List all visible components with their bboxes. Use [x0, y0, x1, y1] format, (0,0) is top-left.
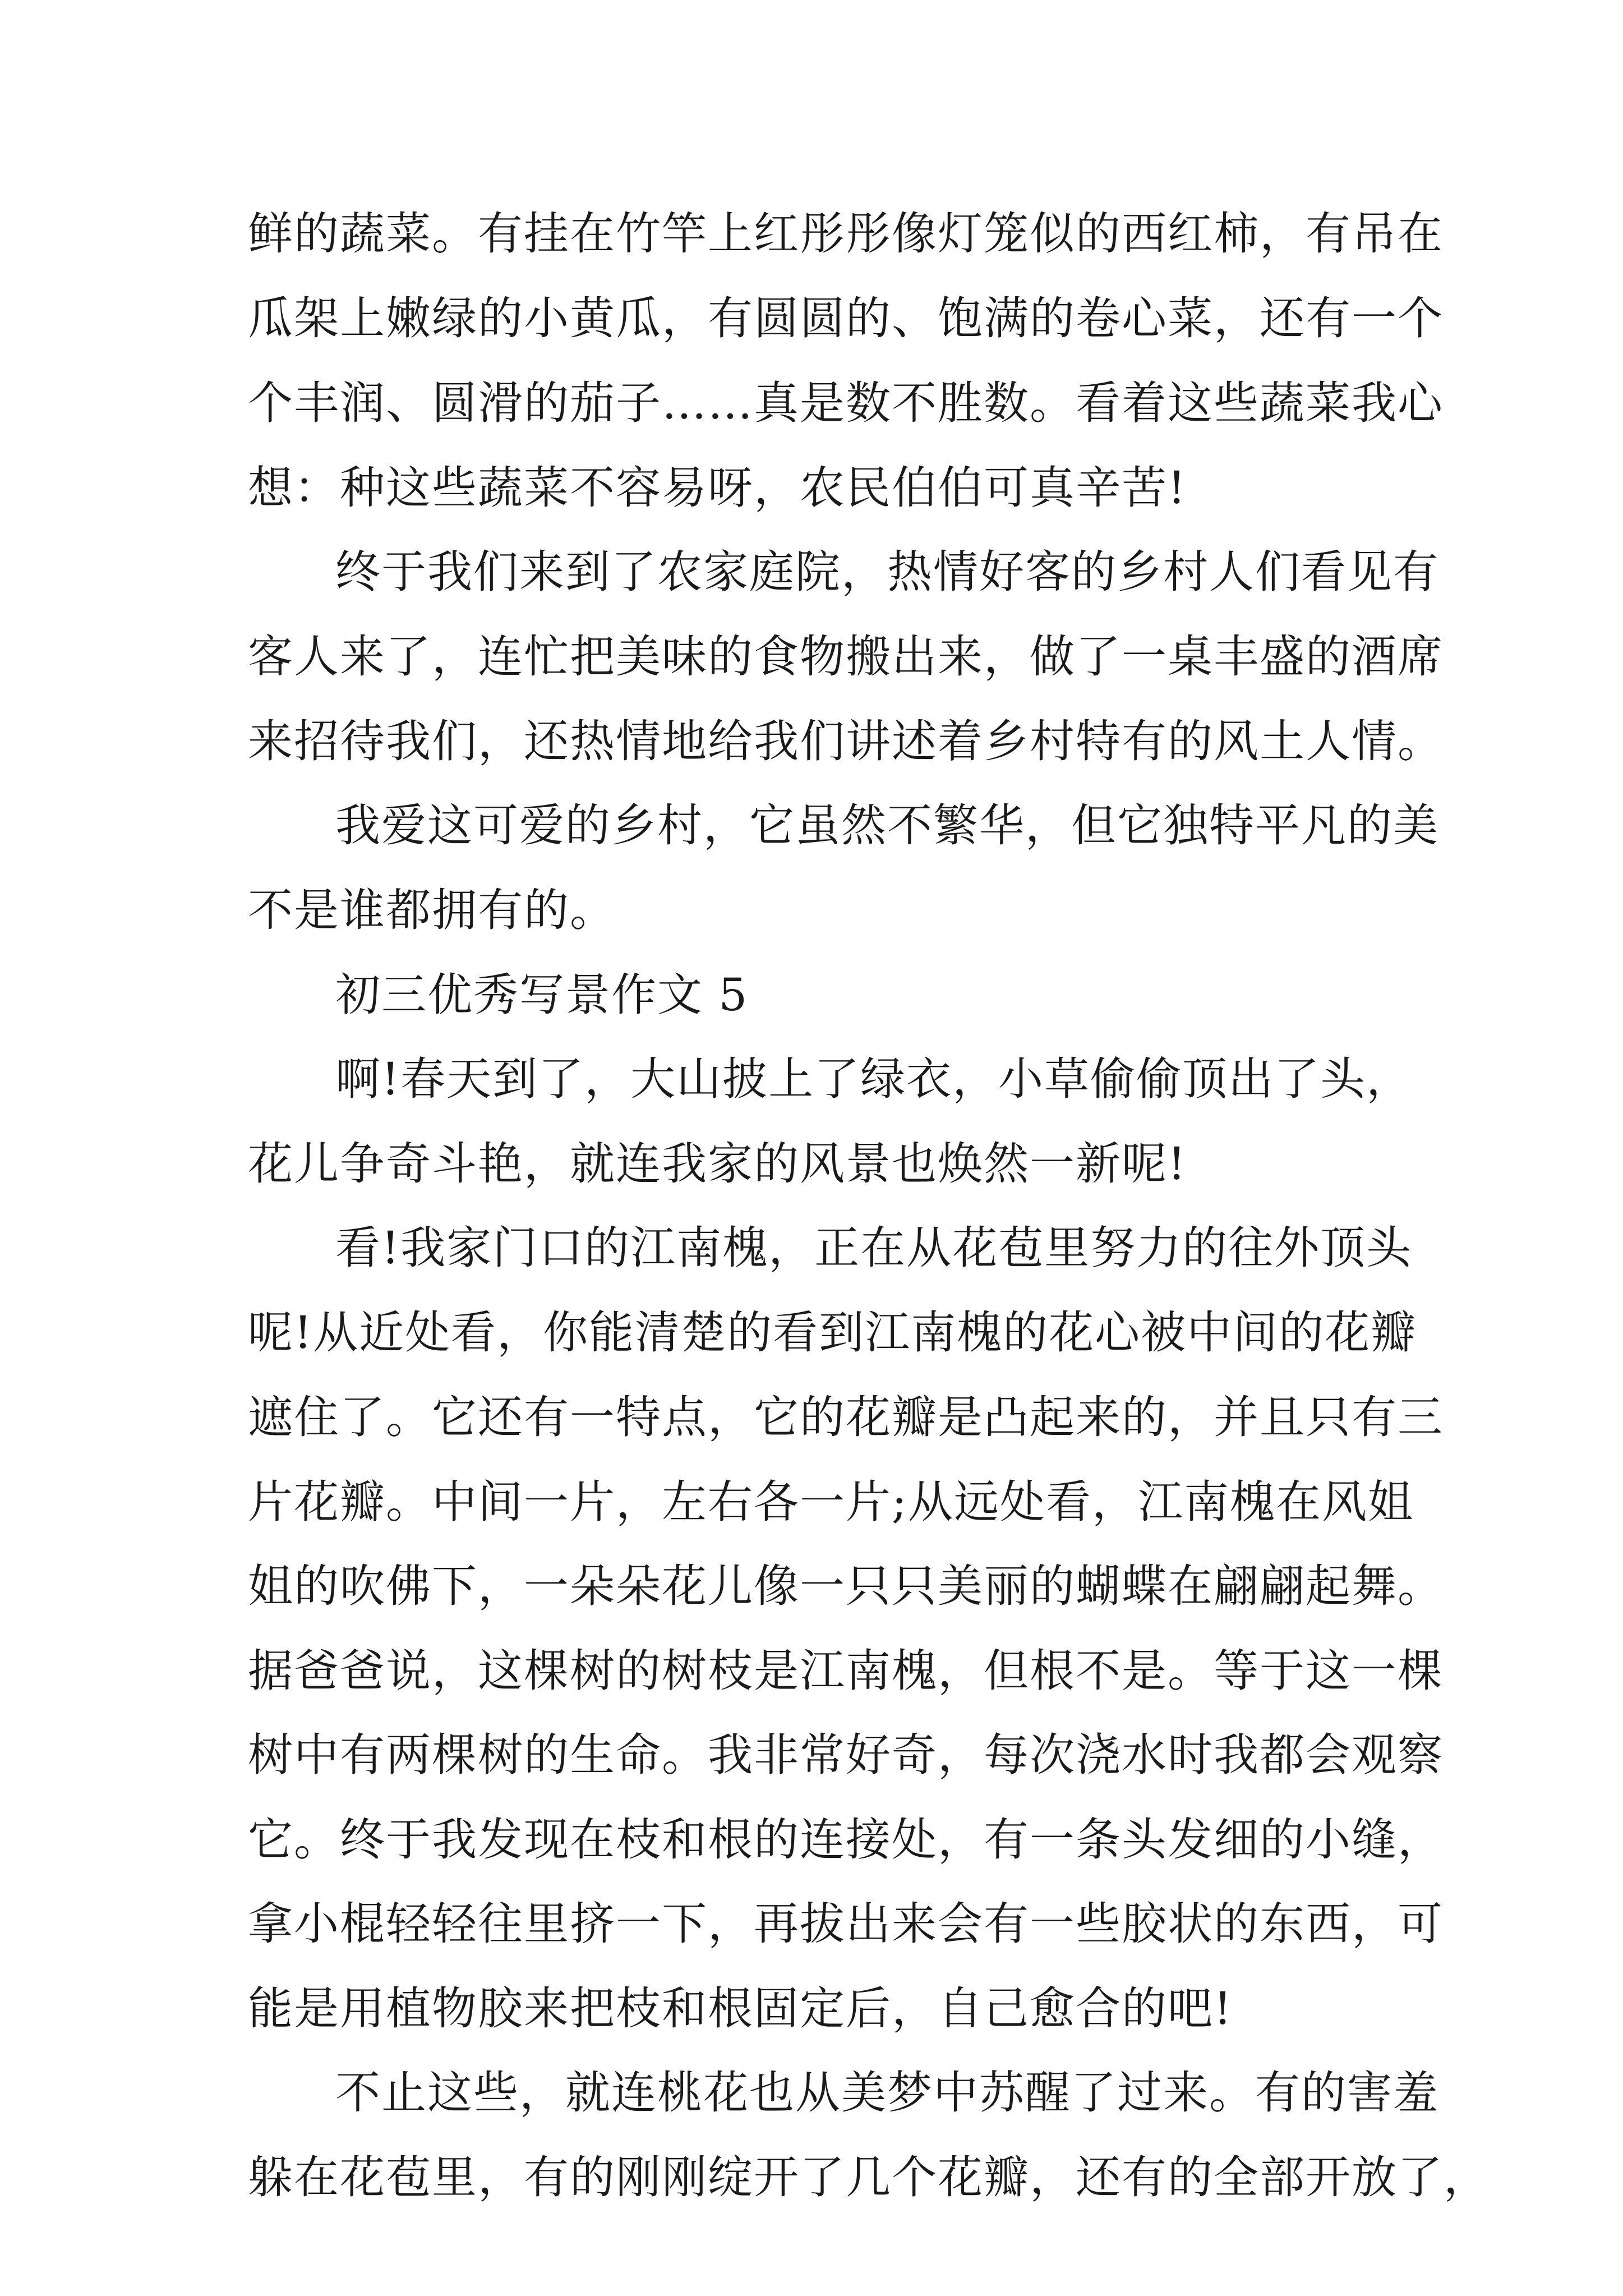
paragraph-first-line: 啊!春天到了，大山披上了绿衣，小草偷偷顶出了头，	[335, 1053, 1413, 1105]
text-line: 不是谁都拥有的。	[248, 884, 616, 936]
text-line: 躲在花苞里，有的刚刚绽开了几个花瓣，还有的全部开放了，	[248, 2151, 1490, 2203]
text-line: 来招待我们，还热情地给我们讲述着乡村特有的风土人情。	[248, 715, 1444, 767]
text-line: 能是用植物胶来把枝和根固定后，自己愈合的吧!	[248, 1982, 1233, 2035]
paragraph-first-line: 终于我们来到了农家庭院，热情好客的乡村人们看见有	[335, 546, 1439, 598]
text-line: 片花瓣。中间一片，左右各一片;从远处看，江南槐在风姐	[248, 1476, 1414, 1528]
text-line: 客人来了，连忙把美味的食物搬出来，做了一桌丰盛的酒席	[248, 631, 1444, 683]
text-line: 树中有两棵树的生命。我非常好奇，每次浇水时我都会观察	[248, 1729, 1444, 1781]
text-line: 呢!从近处看，你能清楚的看到江南槐的花心被中间的花瓣	[248, 1306, 1417, 1359]
text-line: 拿小棍轻轻往里挤一下，再拔出来会有一些胶状的东西，可	[248, 1898, 1444, 1950]
text-line: 遮住了。它还有一特点，它的花瓣是凸起来的，并且只有三	[248, 1391, 1444, 1443]
paragraph-first-line: 不止这些，就连桃花也从美梦中苏醒了过来。有的害羞	[335, 2067, 1439, 2119]
text-line: 姐的吹佛下，一朵朵花儿像一只只美丽的蝴蝶在翩翩起舞。	[248, 1560, 1444, 1612]
section-heading: 初三优秀写景作文 5	[335, 969, 749, 1021]
text-line: 鲜的蔬菜。有挂在竹竿上红彤彤像灯笼似的西红柿，有吊在	[248, 208, 1444, 260]
text-line: 瓜架上嫩绿的小黄瓜，有圆圆的、饱满的卷心菜，还有一个	[248, 292, 1444, 344]
text-line: 花儿争奇斗艳，就连我家的风景也焕然一新呢!	[248, 1138, 1187, 1190]
text-line: 据爸爸说，这棵树的树枝是江南槐，但根不是。等于这一棵	[248, 1645, 1444, 1697]
text-line: 个丰润、圆滑的茄子……真是数不胜数。看着这些蔬菜我心	[248, 377, 1444, 429]
paragraph-first-line: 看!我家门口的江南槐，正在从花苞里努力的往外顶头	[335, 1222, 1413, 1274]
text-line: 想：种这些蔬菜不容易呀，农民伯伯可真辛苦!	[248, 462, 1187, 514]
text-line: 它。终于我发现在枝和根的连接处，有一条头发细的小缝，	[248, 1814, 1444, 1866]
paragraph-first-line: 我爱这可爱的乡村，它虽然不繁华，但它独特平凡的美	[335, 799, 1439, 852]
